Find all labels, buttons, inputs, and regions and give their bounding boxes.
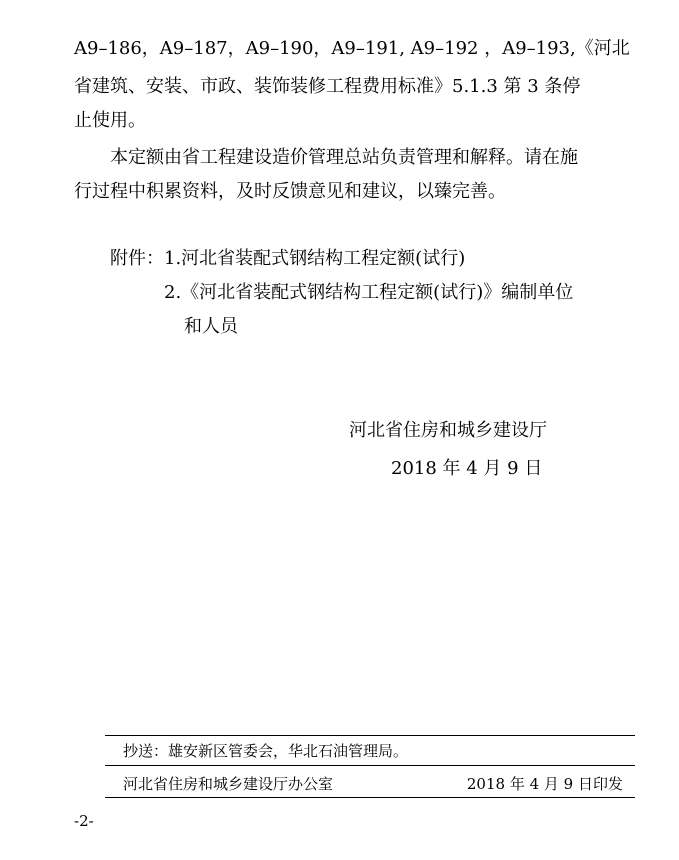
para2-line1: 本定额由省工程建设造价管理总站负责管理和解释。请在施 (110, 147, 578, 168)
footer-bottom-rule (105, 797, 635, 798)
cc-text: 抄送：雄安新区管委会，华北石油管理局。 (123, 742, 409, 760)
para1-line1: A9–186，A9–187，A9–190，A9–191, A9–192 ，A9–193,《河北 (74, 38, 630, 59)
attachment-item-2-line2: 和人员 (184, 316, 238, 337)
footer-middle-rule (105, 765, 635, 766)
attachment-item-2-line1: 2.《河北省装配式钢结构工程定额(试行)》编制单位 (164, 282, 574, 303)
attachments-label: 附件： (110, 248, 164, 269)
para2-line2: 行过程中积累资料，及时反馈意见和建议，以臻完善。 (74, 181, 506, 202)
footer-top-rule (105, 735, 635, 736)
issuer-name: 河北省住房和城乡建设厅办公室 (123, 775, 334, 793)
issue-date: 2018 年 4 月 9 日印发 (466, 775, 623, 793)
para1-line3: 止使用。 (74, 110, 146, 131)
page-number: -2- (74, 812, 94, 830)
signature-date: 2018 年 4 月 9 日 (391, 458, 543, 479)
para1-line2: 省建筑、安装、市政、装饰装修工程费用标准》5.1.3 第 3 条停 (74, 76, 581, 97)
attachment-item-1: 1.河北省装配式钢结构工程定额(试行) (164, 248, 466, 269)
signature-org: 河北省住房和城乡建设厅 (349, 420, 547, 441)
